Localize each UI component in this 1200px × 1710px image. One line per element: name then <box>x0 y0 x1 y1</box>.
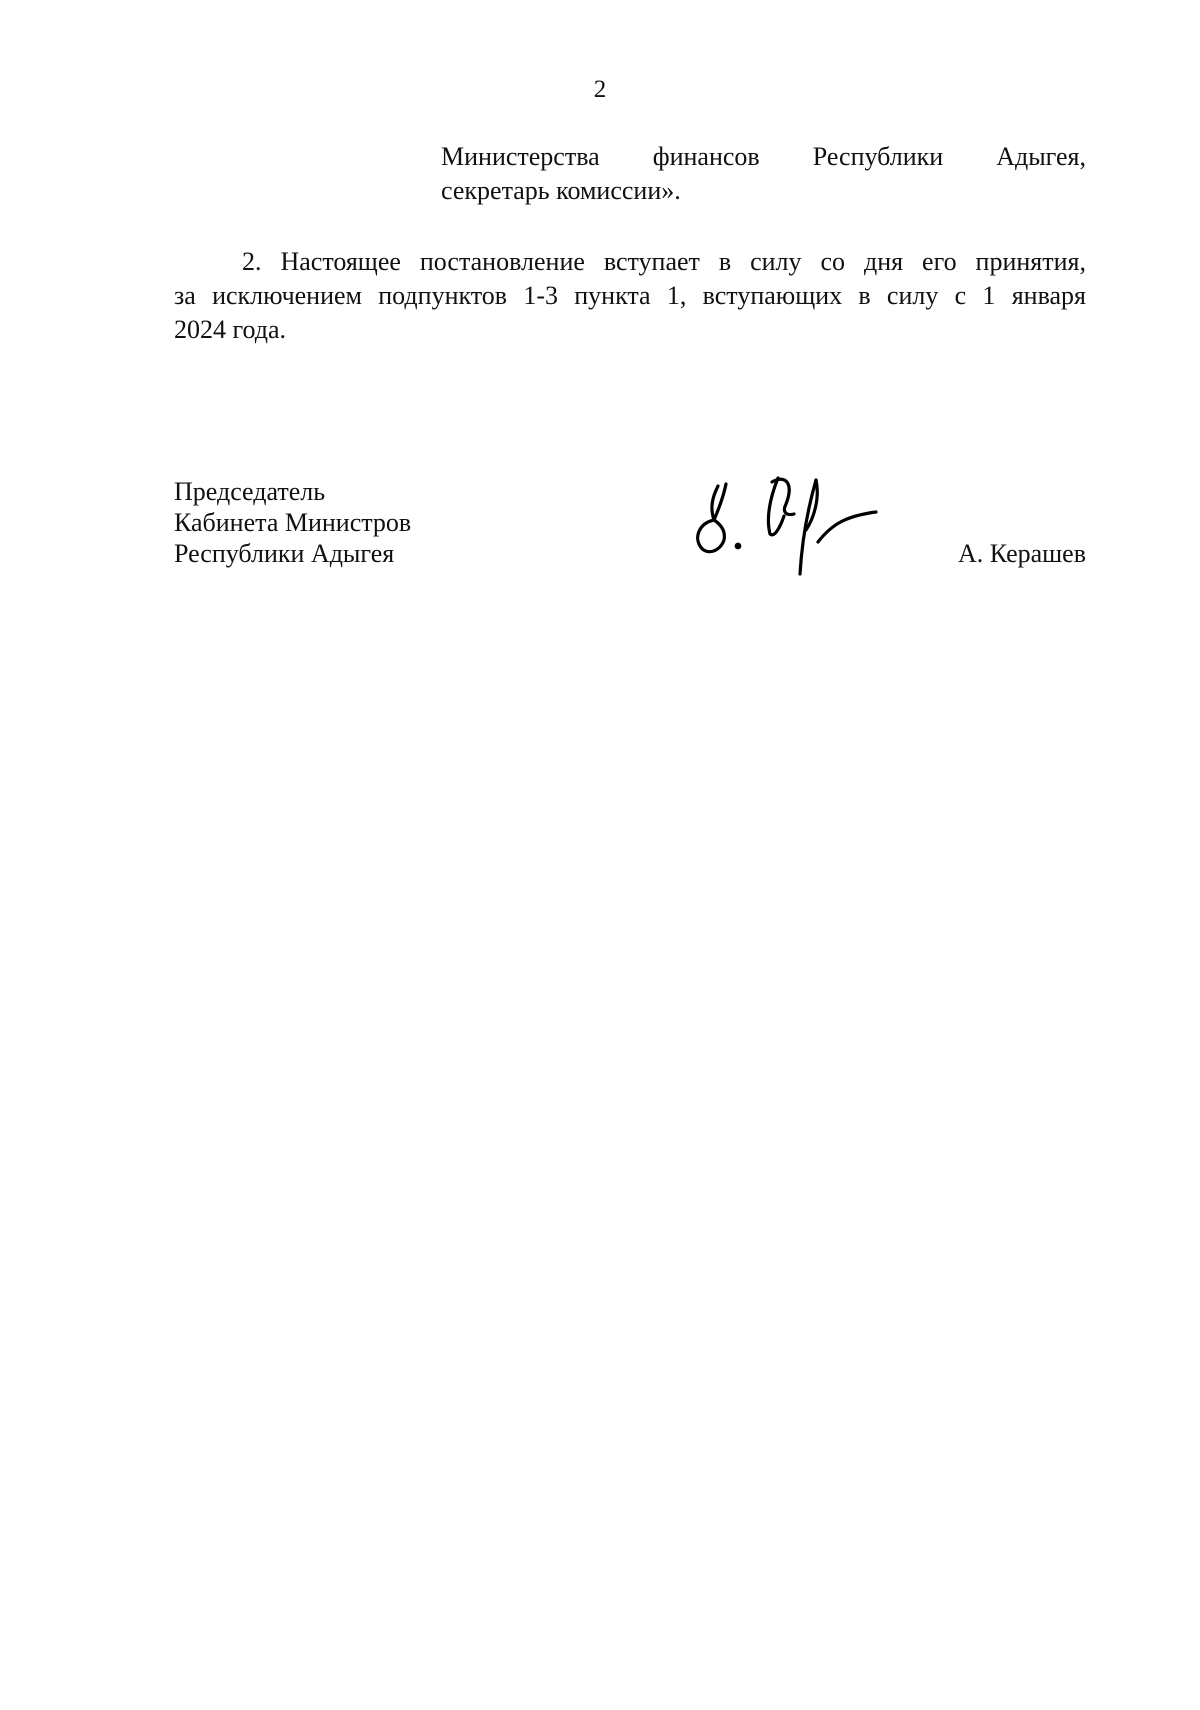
paragraph-2-line-1: 2. Настоящее постановление вступает в силу со дня его принятия, <box>242 247 1086 276</box>
signatory-title-line-3: Республики Адыгея <box>174 539 395 568</box>
signatory-title-line-1: Председатель <box>174 477 326 506</box>
paragraph-2-line-2: за исключением подпунктов 1-3 пункта 1, вступающих в силу с 1 января <box>174 281 1086 310</box>
handwritten-signature <box>690 468 880 580</box>
continuation-text <box>441 140 1086 208</box>
signatory-title <box>174 476 411 569</box>
signature-stroke-7 <box>818 512 876 542</box>
signature-dot <box>736 544 740 548</box>
continuation-line-1: Министерства финансов Республики Адыгея, <box>441 142 1086 171</box>
continuation-line-2: секретарь комиссии». <box>441 176 681 205</box>
paragraph-2-line-3: 2024 года. <box>174 315 287 344</box>
page-number: 2 <box>593 76 607 103</box>
paragraph-2 <box>174 245 1086 347</box>
signer-name: А. Керашев <box>957 539 1086 568</box>
signature-stroke-1 <box>698 486 725 552</box>
signature-stroke-3 <box>768 478 784 535</box>
signatory-title-line-2: Кабинета Министров <box>174 508 412 537</box>
